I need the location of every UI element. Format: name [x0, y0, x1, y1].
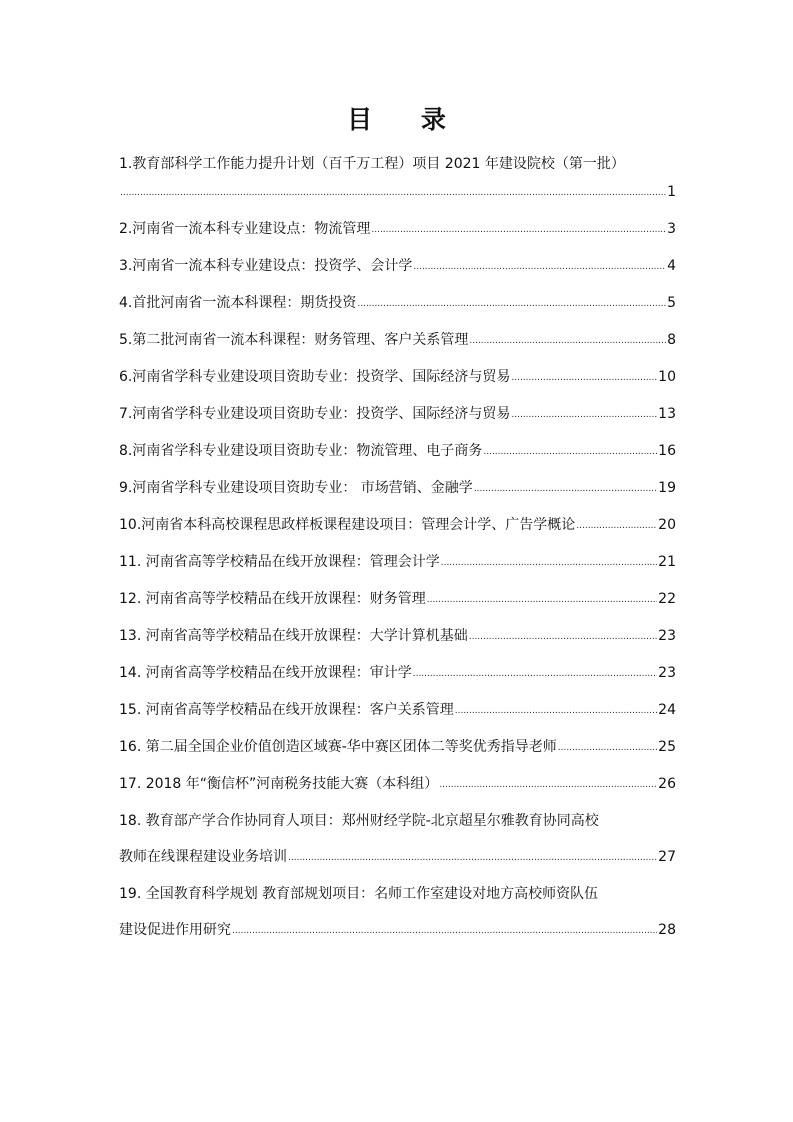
toc-entry-label: 3.河南省一流本科专业建设点：投资学、会计学 — [119, 258, 413, 274]
toc-entry-label: 7.河南省学科专业建设项目资助专业：投资学、国际经济与贸易 — [119, 406, 511, 422]
toc-entry[interactable] — [119, 728, 676, 756]
toc-entry-label: 1.教育部科学工作能力提升计划（百千万工程）项目 2021 年建设院校（第一批） — [119, 156, 625, 172]
dot-leader — [413, 260, 666, 275]
toc-page-number: 13 — [658, 406, 676, 422]
toc-entry-label: 12. 河南省高等学校精品在线开放课程：财务管理 — [119, 591, 426, 607]
toc-entry-label: 17. 2018 年“衡信杯”河南税务技能大赛（本科组） — [119, 776, 439, 792]
toc-entry[interactable] — [119, 358, 676, 386]
toc-page-number: 22 — [658, 591, 676, 607]
table-of-contents — [119, 145, 676, 948]
toc-entry-label-cont: 建设促进作用研究 — [119, 922, 231, 938]
dot-leader — [427, 593, 657, 608]
toc-page-number: 3 — [667, 221, 676, 237]
toc-entry-label: 14. 河南省高等学校精品在线开放课程：审计学 — [119, 665, 412, 681]
toc-page-number: 20 — [658, 517, 676, 533]
toc-page-number: 5 — [667, 295, 676, 311]
toc-entry-label: 19. 全国教育科学规划 教育部规划项目：名师工作室建设对地方高校师资队伍 — [119, 886, 599, 902]
toc-entry[interactable] — [119, 654, 676, 682]
dot-leader — [357, 297, 666, 312]
toc-page-number: 1 — [667, 184, 676, 200]
toc-page-number: 23 — [658, 628, 676, 644]
toc-entry-label: 5.第二批河南省一流本科课程：财务管理、客户关系管理 — [119, 332, 469, 348]
dot-leader — [439, 778, 657, 793]
toc-page-number: 16 — [658, 443, 676, 459]
toc-entry-label: 18. 教育部产学合作协同育人项目：郑州财经学院-北京超星尔雅教育协同高校 — [119, 813, 599, 829]
page-title: 目 录 — [347, 105, 466, 134]
toc-entry[interactable] — [119, 765, 676, 793]
toc-entry[interactable] — [119, 432, 676, 460]
toc-entry[interactable] — [119, 247, 676, 275]
dot-leader — [120, 186, 666, 201]
toc-entry-label: 10.河南省本科高校课程思政样板课程建设项目：管理会计学、广告学概论 — [119, 517, 576, 533]
toc-entry-label: 15. 河南省高等学校精品在线开放课程：客户关系管理 — [119, 702, 454, 718]
toc-entry-label: 16. 第二届全国企业价值创造区域赛-华中赛区团体二等奖优秀指导老师 — [119, 739, 557, 755]
toc-entry[interactable] — [119, 617, 676, 645]
toc-entry[interactable] — [119, 543, 676, 571]
dot-leader — [413, 667, 657, 682]
dot-leader — [511, 371, 657, 386]
toc-entry-1[interactable] — [119, 145, 676, 201]
toc-entry[interactable] — [119, 210, 676, 238]
toc-entry-label: 2.河南省一流本科专业建设点：物流管理 — [119, 221, 371, 237]
dot-leader — [288, 851, 657, 866]
toc-page-number: 8 — [667, 332, 676, 348]
toc-entry-label: 8.河南省学科专业建设项目资助专业：物流管理、电子商务 — [119, 443, 483, 459]
dot-leader — [474, 482, 657, 497]
dot-leader — [232, 924, 657, 939]
toc-entry[interactable] — [119, 691, 676, 719]
toc-entry-label: 9.河南省学科专业建设项目资助专业： 市场营销、金融学 — [119, 480, 473, 496]
dot-leader — [469, 630, 657, 645]
dot-leader — [558, 741, 657, 756]
dot-leader — [483, 445, 657, 460]
dot-leader — [511, 408, 657, 423]
toc-entry-label: 6.河南省学科专业建设项目资助专业：投资学、国际经济与贸易 — [119, 369, 511, 385]
toc-page-number: 27 — [658, 849, 676, 865]
toc-entry[interactable] — [119, 284, 676, 312]
toc-entry-18[interactable] — [119, 802, 676, 866]
toc-page-number: 23 — [658, 665, 676, 681]
toc-entry[interactable] — [119, 580, 676, 608]
toc-page-number: 24 — [658, 702, 676, 718]
toc-entry-label-cont: 教师在线课程建设业务培训 — [119, 849, 287, 865]
toc-page-number: 26 — [658, 776, 676, 792]
toc-entry[interactable] — [119, 395, 676, 423]
toc-entry-label: 4.首批河南省一流本科课程：期货投资 — [119, 295, 357, 311]
dot-leader — [576, 519, 657, 534]
toc-entry[interactable] — [119, 321, 676, 349]
toc-page-number: 19 — [658, 480, 676, 496]
dot-leader — [441, 556, 657, 571]
dot-leader — [469, 334, 666, 349]
dot-leader — [371, 223, 666, 238]
toc-entry-label: 13. 河南省高等学校精品在线开放课程：大学计算机基础 — [119, 628, 468, 644]
toc-page-number: 28 — [658, 922, 676, 938]
toc-page-number: 25 — [658, 739, 676, 755]
toc-entry-19[interactable] — [119, 875, 676, 939]
toc-entry[interactable] — [119, 469, 676, 497]
toc-page-number: 21 — [658, 554, 676, 570]
toc-page-number: 10 — [658, 369, 676, 385]
toc-page-number: 4 — [667, 258, 676, 274]
toc-entry[interactable] — [119, 506, 676, 534]
dot-leader — [455, 704, 657, 719]
toc-entry-label: 11. 河南省高等学校精品在线开放课程：管理会计学 — [119, 554, 440, 570]
